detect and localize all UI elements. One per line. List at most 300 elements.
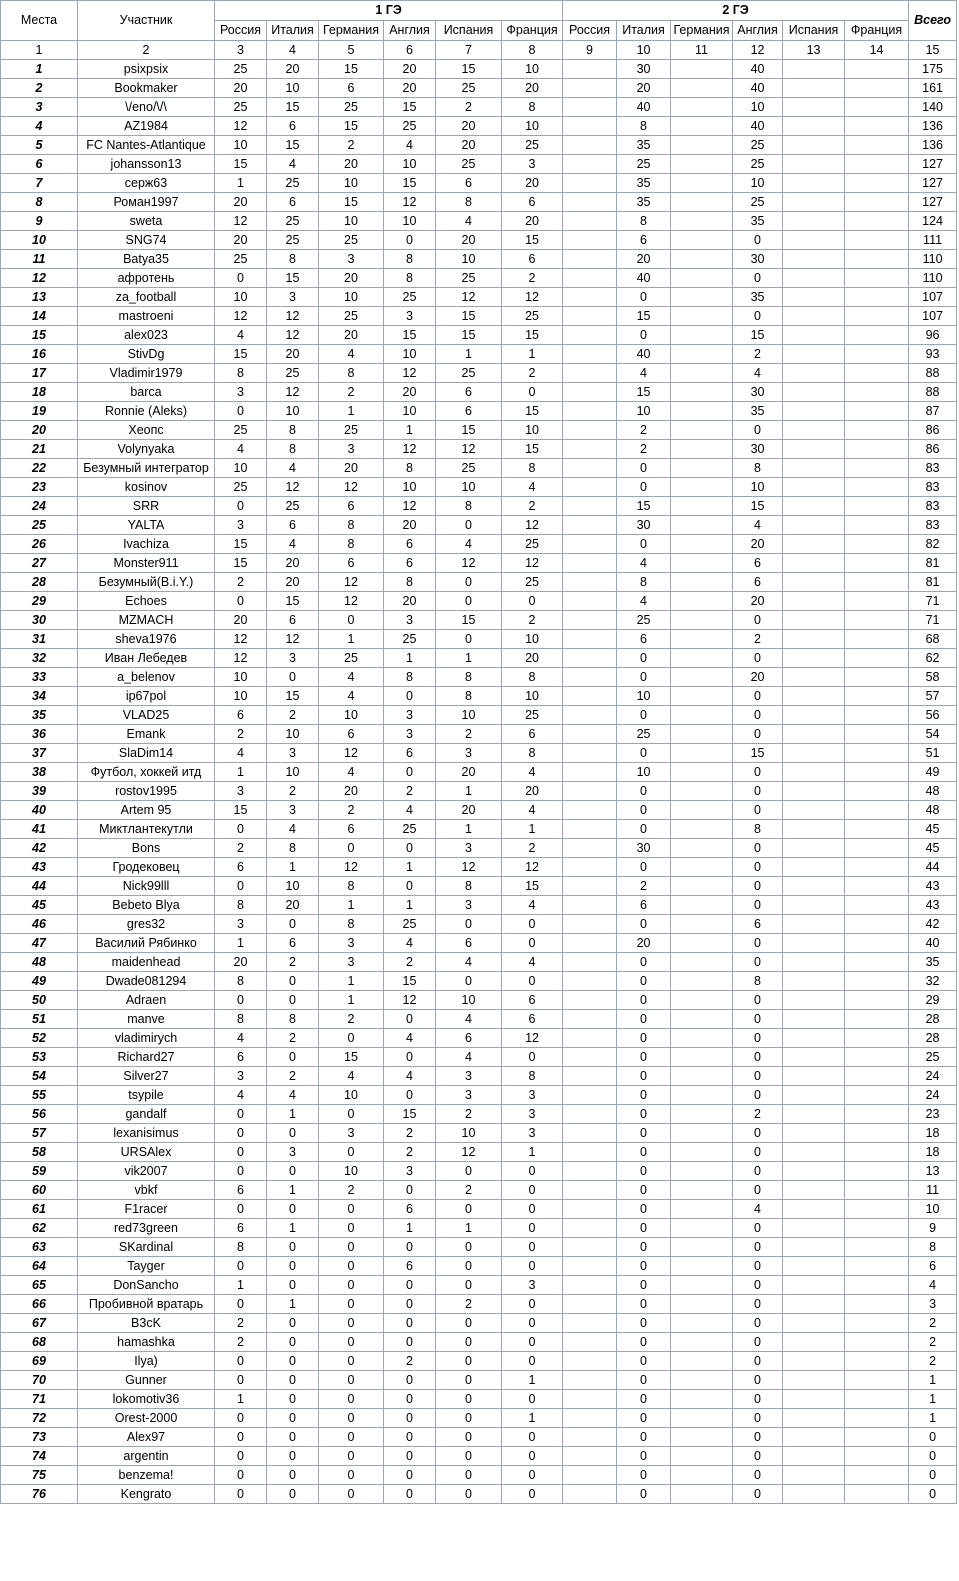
score-cell: 0	[733, 1390, 783, 1409]
score-cell: 4	[215, 440, 267, 459]
score-cell	[563, 1143, 617, 1162]
table-row	[1, 250, 957, 269]
score-cell	[563, 79, 617, 98]
score-cell: 8	[267, 1010, 319, 1029]
country-header: Германия	[319, 21, 384, 41]
score-cell: 4	[384, 1067, 436, 1086]
score-cell: 0	[733, 896, 783, 915]
score-cell	[563, 1219, 617, 1238]
score-cell	[671, 459, 733, 478]
score-cell	[671, 649, 733, 668]
score-cell: 0	[267, 1390, 319, 1409]
participant-cell: Миктлантекутли	[78, 820, 215, 839]
participant-cell: \/eno/\/\	[78, 98, 215, 117]
score-cell	[563, 1390, 617, 1409]
score-cell: 20	[319, 155, 384, 174]
score-cell: 0	[617, 1105, 671, 1124]
score-cell	[783, 782, 845, 801]
score-cell	[845, 858, 909, 877]
score-cell: 0	[502, 1314, 563, 1333]
total-cell: 57	[909, 687, 957, 706]
score-cell: 20	[502, 79, 563, 98]
score-cell	[845, 896, 909, 915]
participant-cell: benzema!	[78, 1466, 215, 1485]
place-cell: 62	[1, 1219, 78, 1238]
score-cell: 6	[267, 117, 319, 136]
score-cell	[563, 972, 617, 991]
place-cell: 73	[1, 1428, 78, 1447]
score-cell: 0	[215, 1485, 267, 1504]
column-number: 10	[617, 41, 671, 60]
score-cell: 12	[436, 440, 502, 459]
score-cell	[845, 1371, 909, 1390]
score-cell	[563, 288, 617, 307]
score-cell: 40	[617, 98, 671, 117]
table-row	[1, 60, 957, 79]
score-cell: 35	[617, 174, 671, 193]
participant-cell: B3cK	[78, 1314, 215, 1333]
score-cell: 10	[384, 478, 436, 497]
score-cell: 0	[319, 1428, 384, 1447]
score-cell: 0	[436, 1352, 502, 1371]
score-cell: 0	[384, 1181, 436, 1200]
score-cell	[671, 1485, 733, 1504]
score-cell: 25	[436, 79, 502, 98]
score-cell: 1	[384, 896, 436, 915]
score-cell: 0	[502, 915, 563, 934]
score-cell	[671, 383, 733, 402]
score-cell: 0	[617, 858, 671, 877]
score-cell: 0	[617, 1143, 671, 1162]
place-cell: 66	[1, 1295, 78, 1314]
score-cell: 0	[733, 307, 783, 326]
score-cell: 0	[436, 592, 502, 611]
score-cell: 20	[215, 193, 267, 212]
score-cell: 15	[215, 345, 267, 364]
score-cell: 0	[215, 269, 267, 288]
score-cell: 0	[617, 1162, 671, 1181]
score-cell: 6	[733, 915, 783, 934]
score-cell: 8	[502, 98, 563, 117]
place-cell: 3	[1, 98, 78, 117]
participant-cell: maidenhead	[78, 953, 215, 972]
score-cell: 0	[319, 1029, 384, 1048]
participant-cell: Kengrato	[78, 1485, 215, 1504]
place-cell: 52	[1, 1029, 78, 1048]
score-cell	[845, 383, 909, 402]
table-row	[1, 1029, 957, 1048]
table-row	[1, 421, 957, 440]
score-cell: 2	[319, 136, 384, 155]
score-cell	[563, 250, 617, 269]
score-cell	[563, 858, 617, 877]
score-cell	[563, 573, 617, 592]
score-cell: 0	[215, 820, 267, 839]
total-cell: 1	[909, 1390, 957, 1409]
score-cell	[671, 1276, 733, 1295]
score-cell	[671, 421, 733, 440]
score-cell: 0	[384, 839, 436, 858]
score-cell: 2	[436, 98, 502, 117]
score-cell	[845, 1238, 909, 1257]
score-cell	[563, 1314, 617, 1333]
score-cell: 12	[502, 1029, 563, 1048]
participant-cell: Bebeto Blya	[78, 896, 215, 915]
score-cell	[783, 136, 845, 155]
total-cell: 25	[909, 1048, 957, 1067]
score-cell: 25	[384, 820, 436, 839]
score-cell	[671, 1124, 733, 1143]
score-cell	[563, 1238, 617, 1257]
place-cell: 11	[1, 250, 78, 269]
participant-cell: mastroeni	[78, 307, 215, 326]
score-cell: 25	[617, 611, 671, 630]
score-cell: 20	[267, 896, 319, 915]
score-cell: 35	[617, 193, 671, 212]
table-row	[1, 326, 957, 345]
score-cell	[845, 250, 909, 269]
participant-cell: Безумный(B.i.Y.)	[78, 573, 215, 592]
total-cell: 93	[909, 345, 957, 364]
place-cell: 19	[1, 402, 78, 421]
score-cell	[671, 345, 733, 364]
score-cell	[563, 1086, 617, 1105]
table-row	[1, 516, 957, 535]
column-number: 8	[502, 41, 563, 60]
score-cell: 0	[733, 1428, 783, 1447]
score-cell	[845, 1048, 909, 1067]
score-cell: 3	[436, 896, 502, 915]
score-cell: 12	[502, 288, 563, 307]
score-cell	[671, 288, 733, 307]
country-header: Англия	[384, 21, 436, 41]
score-cell: 0	[502, 1428, 563, 1447]
place-cell: 57	[1, 1124, 78, 1143]
score-cell: 0	[617, 1200, 671, 1219]
score-cell: 0	[436, 1447, 502, 1466]
participant-cell: Adraen	[78, 991, 215, 1010]
score-cell: 25	[319, 307, 384, 326]
score-cell: 3	[319, 953, 384, 972]
score-cell: 2	[617, 440, 671, 459]
score-cell: 8	[319, 877, 384, 896]
score-cell: 0	[617, 1295, 671, 1314]
table-row	[1, 459, 957, 478]
score-cell: 25	[215, 421, 267, 440]
place-cell: 18	[1, 383, 78, 402]
total-cell: 136	[909, 117, 957, 136]
place-cell: 15	[1, 326, 78, 345]
total-cell: 88	[909, 364, 957, 383]
score-cell: 3	[384, 706, 436, 725]
score-cell: 20	[733, 535, 783, 554]
participant-cell: vbkf	[78, 1181, 215, 1200]
place-cell: 41	[1, 820, 78, 839]
score-cell	[563, 725, 617, 744]
participant-cell: alex023	[78, 326, 215, 345]
score-cell: 3	[384, 307, 436, 326]
participant-cell: tsypile	[78, 1086, 215, 1105]
place-cell: 27	[1, 554, 78, 573]
score-cell: 12	[215, 630, 267, 649]
score-cell	[671, 193, 733, 212]
score-cell	[563, 839, 617, 858]
participant-cell: gres32	[78, 915, 215, 934]
column-number: 6	[384, 41, 436, 60]
score-cell: 2	[267, 953, 319, 972]
score-cell	[671, 972, 733, 991]
score-cell: 15	[267, 592, 319, 611]
score-cell	[563, 345, 617, 364]
score-cell	[671, 1029, 733, 1048]
score-cell: 10	[215, 288, 267, 307]
score-cell: 8	[502, 744, 563, 763]
score-cell	[783, 592, 845, 611]
score-cell	[845, 725, 909, 744]
score-cell: 20	[319, 326, 384, 345]
score-cell: 15	[436, 611, 502, 630]
score-cell	[671, 155, 733, 174]
group1-header: 1 ГЭ	[215, 1, 563, 21]
score-cell: 4	[733, 516, 783, 535]
score-cell	[845, 1485, 909, 1504]
score-cell: 15	[267, 136, 319, 155]
score-cell	[845, 706, 909, 725]
total-cell: 82	[909, 535, 957, 554]
place-cell: 26	[1, 535, 78, 554]
score-cell: 3	[215, 516, 267, 535]
total-cell: 3	[909, 1295, 957, 1314]
total-cell: 71	[909, 592, 957, 611]
total-cell: 43	[909, 877, 957, 896]
score-cell	[671, 60, 733, 79]
score-cell: 0	[733, 934, 783, 953]
score-cell: 25	[267, 364, 319, 383]
total-cell: 24	[909, 1067, 957, 1086]
score-cell: 25	[384, 630, 436, 649]
place-cell: 50	[1, 991, 78, 1010]
score-cell: 6	[215, 1219, 267, 1238]
score-cell: 0	[733, 1333, 783, 1352]
score-cell: 6	[502, 250, 563, 269]
score-cell: 2	[384, 1124, 436, 1143]
score-cell	[845, 1200, 909, 1219]
score-cell: 0	[384, 1010, 436, 1029]
score-cell	[563, 269, 617, 288]
participant-cell: Orest-2000	[78, 1409, 215, 1428]
table-row	[1, 1086, 957, 1105]
score-cell: 10	[436, 991, 502, 1010]
score-cell: 25	[502, 535, 563, 554]
score-cell: 6	[502, 193, 563, 212]
score-cell	[783, 554, 845, 573]
score-cell	[671, 478, 733, 497]
score-cell: 0	[733, 1352, 783, 1371]
participant-cell: Bookmaker	[78, 79, 215, 98]
score-cell: 0	[502, 1485, 563, 1504]
score-cell: 0	[319, 1143, 384, 1162]
score-cell: 2	[215, 1333, 267, 1352]
score-cell: 2	[384, 782, 436, 801]
score-cell	[845, 668, 909, 687]
score-cell: 0	[215, 991, 267, 1010]
score-cell	[671, 801, 733, 820]
score-cell: 0	[267, 1238, 319, 1257]
score-cell: 35	[733, 288, 783, 307]
score-cell: 25	[436, 364, 502, 383]
score-cell: 0	[733, 763, 783, 782]
score-cell	[845, 1067, 909, 1086]
score-cell: 12	[502, 516, 563, 535]
score-cell: 15	[384, 972, 436, 991]
score-cell: 6	[215, 706, 267, 725]
place-cell: 2	[1, 79, 78, 98]
column-number: 9	[563, 41, 617, 60]
score-cell: 15	[733, 497, 783, 516]
score-cell	[845, 478, 909, 497]
score-cell	[563, 877, 617, 896]
total-cell: 2	[909, 1314, 957, 1333]
score-cell: 3	[502, 1276, 563, 1295]
score-cell: 0	[267, 1257, 319, 1276]
score-cell	[845, 953, 909, 972]
participant-cell: Роман1997	[78, 193, 215, 212]
participant-cell: SKardinal	[78, 1238, 215, 1257]
participant-cell: Alex97	[78, 1428, 215, 1447]
score-cell: 0	[502, 1162, 563, 1181]
participant-cell: Dwade081294	[78, 972, 215, 991]
score-cell: 0	[267, 668, 319, 687]
score-cell: 3	[436, 1067, 502, 1086]
score-cell: 0	[384, 1333, 436, 1352]
score-cell: 25	[215, 478, 267, 497]
place-cell: 56	[1, 1105, 78, 1124]
score-cell: 6	[319, 820, 384, 839]
score-cell: 10	[733, 98, 783, 117]
score-cell	[783, 820, 845, 839]
total-cell: 127	[909, 193, 957, 212]
score-cell	[563, 231, 617, 250]
place-cell: 58	[1, 1143, 78, 1162]
total-cell: 110	[909, 250, 957, 269]
score-cell	[783, 1067, 845, 1086]
participant-cell: FC Nantes-Atlantique	[78, 136, 215, 155]
score-cell	[783, 649, 845, 668]
score-cell: 0	[384, 877, 436, 896]
participant-cell: Gunner	[78, 1371, 215, 1390]
score-cell	[671, 934, 733, 953]
score-cell: 15	[267, 269, 319, 288]
score-cell	[845, 611, 909, 630]
score-cell: 20	[319, 782, 384, 801]
score-cell	[845, 231, 909, 250]
score-cell	[671, 1314, 733, 1333]
score-cell: 10	[384, 212, 436, 231]
score-cell: 0	[617, 744, 671, 763]
score-cell	[671, 991, 733, 1010]
score-cell: 25	[502, 136, 563, 155]
score-cell: 6	[267, 934, 319, 953]
score-cell: 4	[502, 801, 563, 820]
score-cell	[671, 1086, 733, 1105]
score-cell: 0	[319, 1333, 384, 1352]
total-cell: 8	[909, 1238, 957, 1257]
table-row	[1, 1124, 957, 1143]
score-cell	[783, 896, 845, 915]
column-number: 4	[267, 41, 319, 60]
score-cell: 0	[617, 1124, 671, 1143]
score-cell: 12	[384, 991, 436, 1010]
score-cell: 0	[436, 1371, 502, 1390]
score-cell: 8	[733, 972, 783, 991]
score-cell	[783, 440, 845, 459]
place-cell: 20	[1, 421, 78, 440]
score-cell	[845, 174, 909, 193]
table-row	[1, 440, 957, 459]
score-cell: 1	[267, 858, 319, 877]
score-cell: 8	[215, 1010, 267, 1029]
score-cell: 8	[733, 820, 783, 839]
score-cell: 0	[215, 1143, 267, 1162]
score-cell: 25	[384, 915, 436, 934]
score-cell	[563, 1276, 617, 1295]
score-cell	[563, 611, 617, 630]
place-cell: 49	[1, 972, 78, 991]
score-cell: 20	[436, 231, 502, 250]
country-header: Испания	[783, 21, 845, 41]
score-cell: 0	[215, 1124, 267, 1143]
participant-cell: Ivachiza	[78, 535, 215, 554]
participant-cell: argentin	[78, 1447, 215, 1466]
score-cell: 15	[267, 98, 319, 117]
score-cell	[563, 820, 617, 839]
score-cell	[563, 934, 617, 953]
score-cell	[783, 174, 845, 193]
score-cell	[845, 1143, 909, 1162]
participant-cell: sheva1976	[78, 630, 215, 649]
score-cell: 25	[267, 497, 319, 516]
score-cell: 0	[384, 1466, 436, 1485]
participant-cell: SlaDim14	[78, 744, 215, 763]
score-cell: 0	[617, 801, 671, 820]
country-header: Россия	[563, 21, 617, 41]
score-cell: 0	[215, 1200, 267, 1219]
score-cell: 8	[502, 668, 563, 687]
score-cell: 4	[267, 155, 319, 174]
score-cell	[671, 725, 733, 744]
score-cell	[845, 402, 909, 421]
score-cell: 2	[733, 1105, 783, 1124]
participant-cell: Emank	[78, 725, 215, 744]
total-cell: 107	[909, 288, 957, 307]
table-row	[1, 307, 957, 326]
score-cell	[845, 98, 909, 117]
score-cell: 0	[215, 1352, 267, 1371]
score-cell	[671, 915, 733, 934]
score-cell	[845, 136, 909, 155]
score-cell	[845, 554, 909, 573]
participant-cell: hamashka	[78, 1333, 215, 1352]
table-row	[1, 763, 957, 782]
score-cell: 0	[502, 1219, 563, 1238]
score-cell	[671, 1352, 733, 1371]
score-cell: 0	[436, 573, 502, 592]
score-cell	[845, 516, 909, 535]
score-cell: 0	[617, 1238, 671, 1257]
score-cell: 4	[502, 478, 563, 497]
score-cell: 0	[733, 1257, 783, 1276]
score-cell: 0	[384, 1314, 436, 1333]
